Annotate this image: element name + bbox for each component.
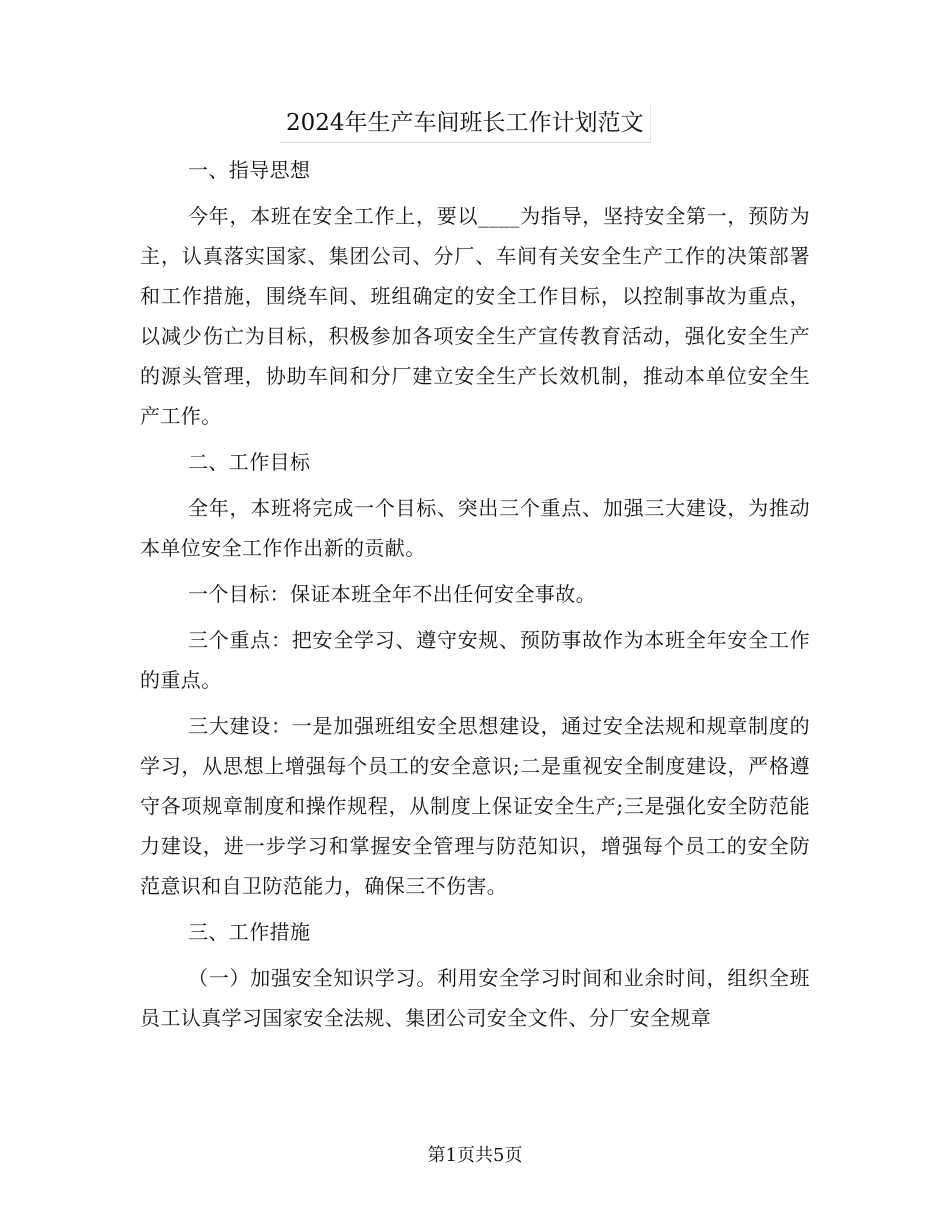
page-footer: 第1页共5页	[427, 1145, 523, 1166]
section-heading-guiding-ideology: 一、指导思想	[188, 158, 311, 182]
section-heading-work-goals: 二、工作目标	[188, 450, 311, 474]
paragraph-work-goals-intro: 全年，本班将完成一个目标、突出三个重点、加强三大建设，为推动本单位安全工作作出新的贡献。	[140, 496, 810, 560]
paragraph-three-focus-points: 三个重点：把安全学习、遵守安规、预防事故作为本班全年安全工作的重点。	[140, 628, 810, 692]
paragraph-guiding-ideology: 今年，本班在安全工作上，要以____为指导，坚持安全第一，预防为主，认真落实国家、集团公司、分厂、车间有关安全生产工作的决策部署和工作措施，围绕车间、班组确定的安全工作目标，以控制事故为重点，以减少伤亡为目标，积极参加各项安全生产宣传教育活动，强化安全生产的源头管理，协助车间和分厂建立安全生产长效机制，推动本单位安全生产工作。	[140, 204, 810, 428]
paragraph-three-constructions: 三大建设：一是加强班组安全思想建设，通过安全法规和规章制度的学习，从思想上增强每个员工的安全意识;二是重视安全制度建设，严格遵守各项规章制度和操作规程，从制度上保证安全生产;三是强化安全防范能力建设，进一步学习和掌握安全管理与防范知识，增强每个员工的安全防范意识和自卫防范能力，确保三不伤害。	[140, 714, 810, 898]
paragraph-measure-1: （一）加强安全知识学习。利用安全学习时间和业余时间，组织全班员工认真学习国家安全法规、集团公司安全文件、分厂安全规章	[140, 966, 810, 1030]
document-title: 2024年生产车间班长工作计划范文	[280, 104, 651, 143]
section-heading-work-measures: 三、工作措施	[188, 920, 311, 944]
document-body	[140, 150, 810, 1038]
paragraph-one-goal: 一个目标：保证本班全年不出任何安全事故。	[188, 582, 596, 606]
